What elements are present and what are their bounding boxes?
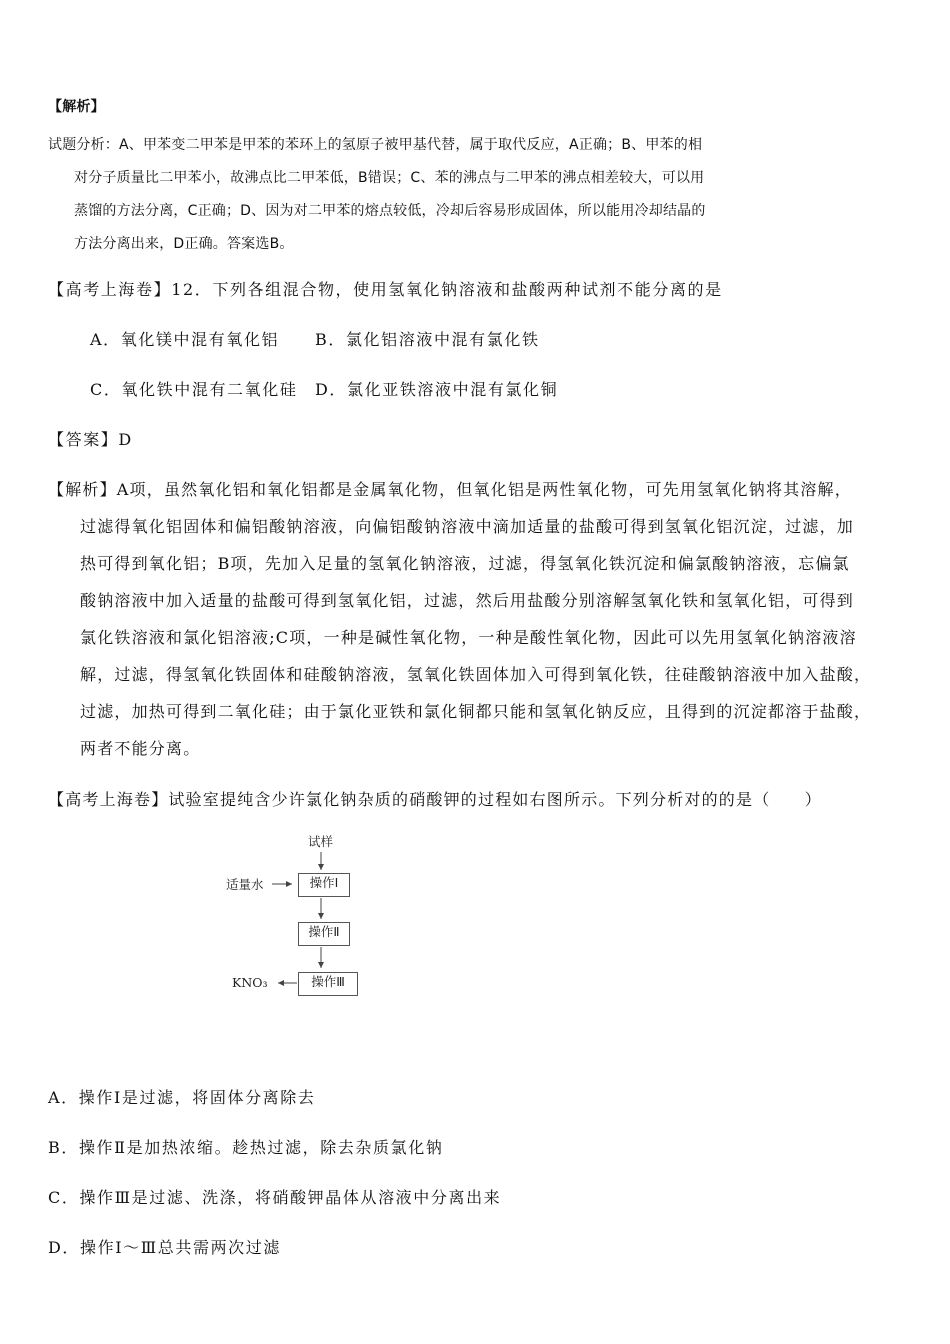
q12-analysis-line: 过滤，加热可得到二氧化硅；由于氯化亚铁和氯化铜都只能和氢氧化钠反应，且得到的沉淀都溶于盐酸， bbox=[80, 702, 872, 721]
diagram-op3-box: 操作Ⅲ bbox=[298, 972, 358, 996]
q13-option-d: D．操作Ⅰ～Ⅲ总共需两次过滤 bbox=[48, 1238, 281, 1257]
process-flow-diagram bbox=[220, 830, 380, 1010]
q13-option-b: B．操作Ⅱ是加热浓缩。趁热过滤，除去杂质氯化钠 bbox=[48, 1138, 444, 1157]
diagram-op1-box: 操作Ⅰ bbox=[298, 873, 350, 897]
diagram-product-label: KNO₃ bbox=[232, 975, 268, 990]
q12-analysis-line: 过滤得氧化铝固体和偏铝酸钠溶液，向偏铝酸钠溶液中滴加适量的盐酸可得到氢氧化铝沉淀，过滤，加 bbox=[80, 517, 855, 536]
q12-option-d: D．氯化亚铁溶液中混有氯化铜 bbox=[315, 380, 559, 399]
analysis-line: 蒸馏的方法分离，C正确；D、因为对二甲苯的熔点较低，冷却后容易形成固体，所以能用冷却结晶的 bbox=[74, 203, 706, 219]
q13-option-a: A．操作Ⅰ是过滤，将固体分离除去 bbox=[48, 1088, 316, 1107]
q12-answer: 【答案】D bbox=[48, 430, 133, 449]
analysis-line: 对分子质量比二甲苯小，故沸点比二甲苯低，B错误；C、苯的沸点与二甲苯的沸点相差较大，可以用 bbox=[74, 170, 705, 186]
q12-analysis-line: 氯化铁溶液和氯化铝溶液;C项，一种是碱性氧化物，一种是酸性氧化物，因此可以先用氢氧化钠溶液溶 bbox=[80, 628, 857, 647]
question-13-stem: 【高考上海卷】试验室提纯含少许氯化钠杂质的硝酸钾的过程如右图所示。下列分析对的的是（ ） bbox=[48, 790, 823, 809]
analysis-line: 试题分析：A、甲苯变二甲苯是甲苯的苯环上的氢原子被甲基代替，属于取代反应，A正确；B、甲苯的相 bbox=[48, 137, 703, 153]
q12-option-c: C．氧化铁中混有二氧化硅 bbox=[90, 380, 298, 399]
question-12-stem: 【高考上海卷】12．下列各组混合物，使用氢氧化钠溶液和盐酸两种试剂不能分离的是 bbox=[48, 280, 723, 299]
diagram-water-label: 适量水 bbox=[226, 877, 264, 892]
analysis-line: 方法分离出来，D正确。答案选B。 bbox=[74, 236, 294, 252]
q12-analysis-line: 【解析】A项，虽然氧化铝和氧化铝都是金属氧化物，但氧化铝是两性氧化物，可先用氢氧化钠将其溶解， bbox=[48, 480, 852, 499]
q12-analysis-line: 两者不能分离。 bbox=[80, 739, 201, 758]
q12-analysis-line: 解，过滤，得氢氧化铁固体和硅酸钠溶液，氢氧化铁固体加入可得到氧化铁，往硅酸钠溶液中加入盐酸， bbox=[80, 665, 872, 684]
q12-analysis-line: 热可得到氧化铝；B项，先加入足量的氢氧化钠溶液，过滤，得氢氧化铁沉淀和偏氯酸钠溶液，忘偏氯 bbox=[80, 554, 850, 573]
q13-option-c: C．操作Ⅲ是过滤、洗涤，将硝酸钾晶体从溶液中分离出来 bbox=[48, 1188, 502, 1207]
diagram-op2-box: 操作Ⅱ bbox=[298, 922, 350, 946]
q12-option-b: B．氯化铝溶液中混有氯化铁 bbox=[315, 330, 540, 349]
q12-analysis-line: 酸钠溶液中加入适量的盐酸可得到氢氧化铝，过滤，然后用盐酸分别溶解氢氧化铁和氢氧化铝，可得到 bbox=[80, 591, 855, 610]
analysis-heading: 【解析】 bbox=[48, 99, 105, 115]
diagram-sample-label: 试样 bbox=[308, 834, 334, 849]
q12-option-a: A．氧化镁中混有氧化铝 bbox=[90, 330, 280, 349]
